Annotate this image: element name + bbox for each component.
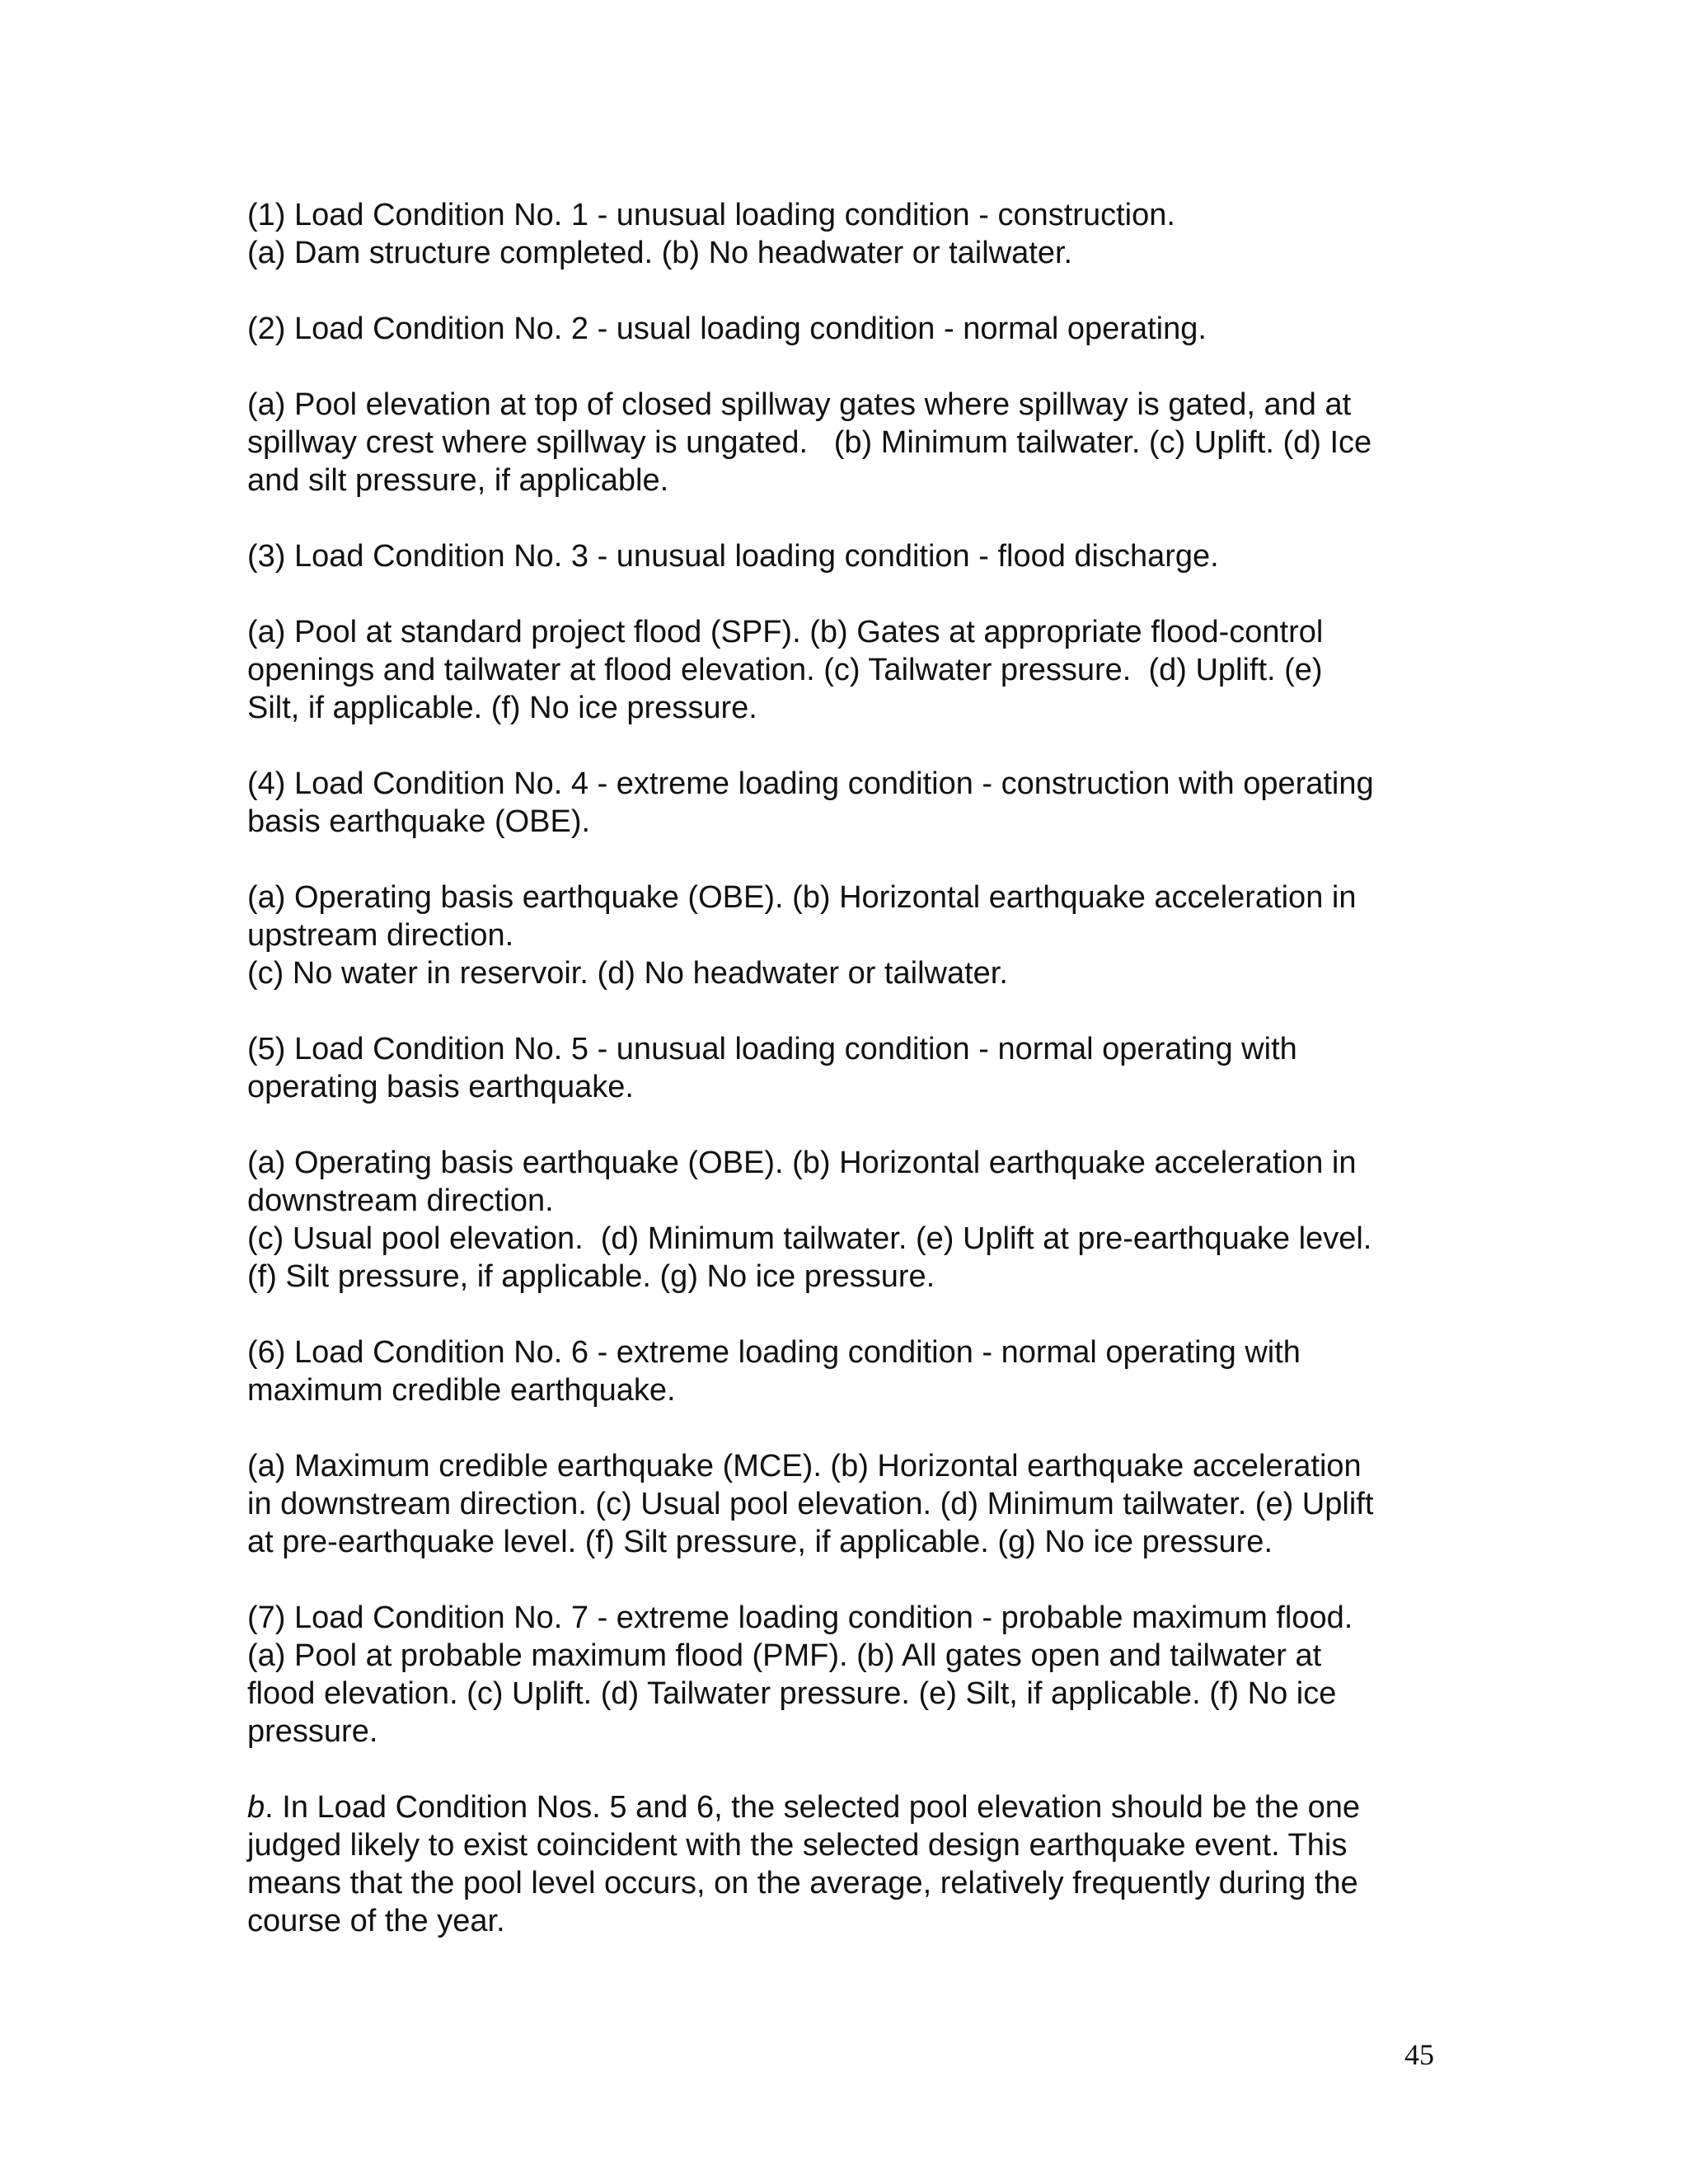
text-line: (a) Maximum credible earthquake (MCE). (b) Horizontal earthquake acceleration (247, 1449, 1362, 1483)
text-line: (f) Silt pressure, if applicable. (g) No ice pressure. (247, 1259, 935, 1294)
text-line: (a) Dam structure completed. (b) No headwater or tailwater. (247, 236, 1073, 270)
text-line: (a) Pool at standard project flood (SPF). (b) Gates at appropriate flood-control (247, 615, 1324, 649)
text-line: . In Load Condition Nos. 5 and 6, the selected pool elevation should be the one (265, 1790, 1360, 1825)
text-line: openings and tailwater at flood elevation. (c) Tailwater pressure. (d) Uplift. (e) (247, 653, 1323, 687)
text-line: course of the year. (247, 1904, 505, 1938)
paragraph-load-condition-4-details (247, 879, 1451, 992)
text-line: operating basis earthquake. (247, 1070, 634, 1104)
text-line: pressure. (247, 1714, 378, 1749)
text-line: and silt pressure, if applicable. (247, 463, 669, 498)
paragraph-load-condition-5-details (247, 1144, 1451, 1296)
paragraph-load-condition-6-details (247, 1447, 1451, 1561)
text-line: maximum credible earthquake. (247, 1373, 676, 1408)
text-line: (a) Operating basis earthquake (OBE). (b) Horizontal earthquake acceleration in (247, 1146, 1357, 1180)
text-line: Silt, if applicable. (f) No ice pressure. (247, 691, 757, 725)
text-line: (4) Load Condition No. 4 - extreme loading condition - construction with operating (247, 766, 1374, 801)
text-line: (5) Load Condition No. 5 - unusual loading condition - normal operating with (247, 1032, 1297, 1066)
paragraph-load-condition-3 (247, 537, 1451, 575)
paragraph-load-condition-5 (247, 1030, 1451, 1106)
paragraph-b-pool-elevation (247, 1788, 1451, 1940)
paragraph-load-condition-7 (247, 1599, 1451, 1750)
text-line: in downstream direction. (c) Usual pool elevation. (d) Minimum tailwater. (e) Uplift (247, 1487, 1374, 1521)
paragraph-load-condition-2 (247, 310, 1451, 348)
paragraph-load-condition-6 (247, 1333, 1451, 1409)
text-line: (3) Load Condition No. 3 - unusual loading condition - flood discharge. (247, 539, 1219, 574)
text-line: (7) Load Condition No. 7 - extreme loading condition - probable maximum flood. (247, 1601, 1353, 1635)
text-line: (a) Pool at probable maximum flood (PMF). (b) All gates open and tailwater at (247, 1638, 1322, 1673)
paragraph-load-condition-2-details (247, 386, 1451, 499)
text-line: (2) Load Condition No. 2 - usual loading condition - normal operating. (247, 312, 1207, 346)
text-line: flood elevation. (c) Uplift. (d) Tailwater pressure. (e) Silt, if applicable. (f) No ice (247, 1676, 1337, 1711)
text-line: spillway crest where spillway is ungated. (b) Minimum tailwater. (c) Uplift. (d) Ice (247, 425, 1372, 460)
text-line: judged likely to exist coincident with the selected design earthquake event. This (247, 1828, 1348, 1863)
text-line: (a) Operating basis earthquake (OBE). (b) Horizontal earthquake acceleration in (247, 880, 1357, 915)
paragraph-load-condition-3-details (247, 613, 1451, 727)
text-line: basis earthquake (OBE). (247, 804, 591, 839)
text-line: upstream direction. (247, 918, 514, 953)
text-line: means that the pool level occurs, on the average, relatively frequently during the (247, 1866, 1358, 1900)
text-line: at pre-earthquake level. (f) Silt pressure, if applicable. (g) No ice pressure. (247, 1525, 1273, 1559)
text-line: downstream direction. (247, 1183, 554, 1218)
paragraph-letter: b (247, 1790, 265, 1825)
document-body (247, 196, 1451, 1940)
text-line: (c) No water in reservoir. (d) No headwater or tailwater. (247, 956, 1008, 991)
paragraph-load-condition-1 (247, 196, 1451, 272)
text-line: (6) Load Condition No. 6 - extreme loading condition - normal operating with (247, 1335, 1301, 1370)
text-line: (a) Pool elevation at top of closed spillway gates where spillway is gated, and at (247, 387, 1352, 422)
paragraph-load-condition-4 (247, 765, 1451, 841)
text-line: (1) Load Condition No. 1 - unusual loading condition - construction. (247, 198, 1175, 232)
page-number: 45 (1404, 2038, 1434, 2071)
text-line: (c) Usual pool elevation. (d) Minimum tailwater. (e) Uplift at pre-earthquake level. (247, 1221, 1372, 1256)
